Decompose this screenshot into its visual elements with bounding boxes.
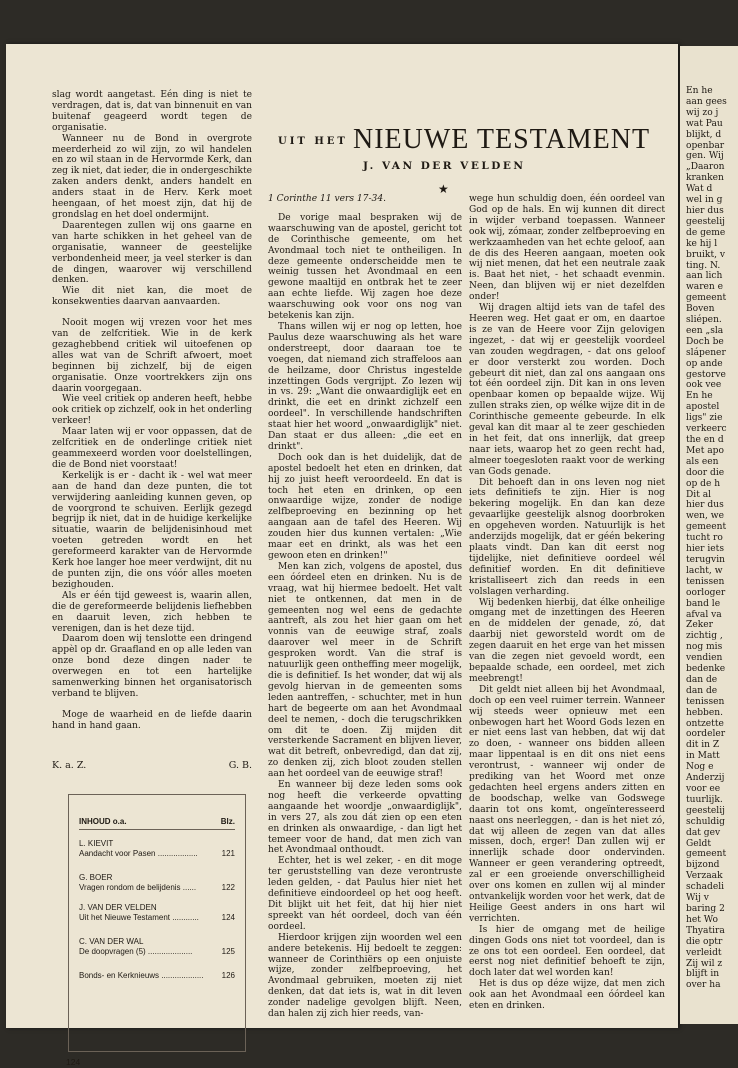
adjacent-page-line: nog mis [686,642,723,653]
signature-line [52,760,252,771]
adjacent-page-line: in Matt [686,751,720,762]
adjacent-page-line: Verzaak [686,871,723,882]
adjacent-page-line: vendien [686,653,723,664]
paragraph: Men kan zich, volgens de apostel, dus een óórdeel eten en drinken. Nu is de vraag, wat hij hiermee bedoelt. Het valt niet te ontkennen, dat men in de gemeenten nog wel eens de gedachte aantreft, als zou het hier gaan om het vonnis van de eeuwige straf, zoals daarover wel meer in de Schrift gesproken wordt. Van die straf is natuurlijk geen ontheffing meer mogelijk, die is definitief. Is het wonder, dat wij als gevolg hiervan in de gemeenten soms leden aantreffen, - schuchter, met in hun hart de begeerte om aan het Avondmaal deel te nemen, - doch die terugschrikken om dit te doen. Zij mijden dit versterkende Sacrament en blijven liever, wat dit betreft, onbevredigd, dan dat zij, zo denken zij, zich bloot zouden stellen aan het oordeel van de eeuwige straf! [268,561,462,780]
adjacent-page-line: tenissen [686,576,725,587]
header-author: J. VAN DER VELDEN [363,160,526,172]
adjacent-page-line: hier dus [686,205,724,216]
adjacent-page-line: als een [686,456,719,467]
adjacent-page-line: voor ee [686,784,721,794]
adjacent-page-line: zichtig , [686,631,723,642]
paragraph: Wanneer nu de Bond in overgrote meerderheid zo wil zijn, zo wil handelen en zo wil staan in de Hervormde Kerk, dan zeg ik niet, dat ieder, die in ondergeschikte zaken anders denkt, anders handelt en anders staat in de Herv. Kerk moet heengaan, of het moest zijn, dat hij de grondslag en het doel ondermijnt. [52,133,252,220]
signature-right: G. B. [228,760,252,771]
adjacent-page-line: geestelij [686,805,725,816]
adjacent-page-line: Zij wil z [686,958,723,969]
paragraph: Is hier de omgang met de heilige dingen Gods ons niet tot voordeel, dan is ze ons tot een oordeel. Een oordeel, dat eerst nog niet definitief behoeft te zijn, doch later dat wel worden kan! [469,924,665,979]
adjacent-page-line: tucht ro [686,533,723,544]
toc-entry-page: 122 [221,882,235,892]
toc-entry-page: 126 [221,971,235,980]
adjacent-page-line: kranken [686,173,724,184]
paragraph: Nooit mogen wij vrezen voor het mes van de zelfcritiek. Wie in de kerk gezaghebbend critiek wil uitoefenen op alles wat van de Schrift afwoert, moet beginnen bij zichzelf, bij de eigen organisatie. Onze voortrekkers zijn ons daarin voorgegaan. [52,318,252,394]
paragraph: Moge de waarheid en de liefde daarin hand in hand gaan. [52,709,252,731]
signature-left: K. a. Z. [52,760,87,771]
adjacent-page-line: ligs" zie [686,413,723,424]
adjacent-page-line: dan de [686,674,718,685]
adjacent-page-line: aan lich [686,271,723,282]
adjacent-page-line: oorloger [686,587,726,598]
toc-entry-title: Vragen rondom de belijdenis ...... [79,882,197,892]
adjacent-page-line: Dit al [686,489,712,500]
adjacent-page-line: op de h [686,478,721,489]
header-title: NIEUWE TESTAMENT [353,124,651,155]
paragraph: Thans willen wij er nog op letten, hoe Paulus deze waarschuwing als het ware onderstreept, door daaraan toe te voegen, dat niemand zich straffeloos aan de heilzame, door Christus ingestelde inzettingen Gods vergrijpt. Zo lezen wij in vs. 29: „Want die onwaardiglijk eet en drinkt, die eet en drinkt zichzelf een oordeel". In verschillende handschriften staat hier het woord „onwaardiglijk" niet. Dan staat er dus alleen: „die eet en drinkt". [268,321,462,452]
adjacent-page-line: ook vee [686,380,722,391]
adjacent-page-line: een „sla [686,325,724,336]
adjacent-page-line: afval va [686,609,722,620]
paragraph: Echter, het is wel zeker, - en dit moge ter geruststelling van deze verontruste leden gelden, - dat Paulus hier niet het definitieve eindoordeel op het oog heeft. Dit blijkt uit het feit, dat hij hier niet spreekt van hét oordeel, doch van één oordeel. [268,856,462,932]
adjacent-page-line: tenissen [686,696,725,707]
paragraph: Wie veel critiek op anderen heeft, hebbe ook critiek op zichzelf, ook in het onderling verkeer! [52,394,252,427]
toc-heading-page-label: Blz. [220,817,235,826]
adjacent-page-line: bijzond [686,860,720,871]
adjacent-page-edge [680,46,738,1024]
adjacent-page-line: schadeli [686,882,725,893]
adjacent-page-line: Zeker [686,620,713,631]
star-ornament: ★ [438,182,449,196]
adjacent-page-line: hier dus [686,500,724,511]
adjacent-page-line: Anderzij [686,773,725,784]
adjacent-page-line: blijkt, d [686,129,722,140]
paragraph: De vorige maal bespraken wij de waarschuwing van de apostel, gericht tot de Corinthische gemeente, om het Avondmaal toch niet te ontheiligen. In deze gemeente onderscheidde men te weinig tussen het Avondmaal en een gewone maaltijd en ontbrak het te zeer aan echte liefde. Wij zagen hoe deze waarschuwing ook voor ons nog van betekenis kan zijn. [268,212,462,322]
toc-entry-title: Uit het Nieuwe Testament ............ [79,912,199,922]
toc-heading-label: INHOUD o.a. [79,817,127,826]
adjacent-page-line: waren e [686,282,724,293]
adjacent-page-line: over ha [686,980,721,991]
header-prefix: UIT HET [278,136,348,147]
toc-entry-author: C. VAN DER WAL [79,937,144,946]
adjacent-page-line: tuurlijk. [686,794,723,805]
adjacent-page-line: baring 2 [686,903,725,914]
adjacent-page-line: door die [686,467,725,478]
adjacent-page-line: dit in Z [686,740,720,751]
toc-entry[interactable] [79,971,235,981]
adjacent-page-line: gemeent [686,522,727,533]
adjacent-page-line: terugvin [686,554,725,565]
adjacent-page-line: bedenke [686,664,726,675]
page-number: 124 [66,1057,81,1067]
adjacent-page-line: geestelij [686,216,725,227]
column-right [469,194,665,1012]
paragraph: Wie dit niet kan, die moet de konsekwenties daarvan aanvaarden. [52,286,252,308]
adjacent-page-line: Doch be [686,336,724,347]
adjacent-page-line: Boven [686,304,715,315]
adjacent-page-line: Wij v [686,893,709,904]
paragraph: Wij bedenken hierbij, dat élke onheilige omgang met de inzettingen des Heeren en de middelen der genade, zó, dat daarbij niet geworsteld wordt om de zegen daaruit en het erge van het missen van die zegen niet gevoeld wordt, een bepaalde schade, een oordeel, met zich meebrengt! [469,597,665,684]
adjacent-page-line: gemeent [686,293,727,304]
paragraph: Als er één tijd geweest is, waarin allen, die de gereformeerde belijdenis liefhebben en daaruit leven, zich hebben te verenigen, dan is het deze tijd. [52,590,252,634]
toc-entry-page: 121 [221,848,235,858]
adjacent-page-line: wij zo j [686,107,719,118]
adjacent-page-line: schuldig [686,816,725,827]
paragraph: Het is dus op déze wijze, dat men zich ook aan het Avondmaal een óórdeel kan eten en drinken. [469,979,665,1012]
adjacent-page-line: wel in g [686,195,723,206]
paragraph: Dit geldt niet alleen bij het Avondmaal, doch op een veel ruimer terrein. Wanneer wij steeds weer opnieuw met een onbewogen hart het Woord Gods lezen en er niet eens last van hebben, dat wij dat zo doen, - wanneer ons bidden alleen maar lippentaal is en dit ons niet eens verontrust, - wanneer wij onder de prediking van het Woord met onze gedachten heel ergens anders zitten en de boodschap, welke van Godswege daarin tot ons komt, ongeïnteresseerd naast ons neerleggen, - dan is het niet zó, dat wij alleen de zegen van dat alles missen, doch, erger! Dan zullen wij er innerlijk schade door ondervinden. Wanneer er geen verandering optreedt, zal er een groeiende onverschilligheid over ons komen en zullen wij al minder ontvankelijk worden voor het werk, dat de Heilige Geest anders in ons hart wil verrichten. [469,684,665,924]
paragraph: Hierdoor krijgen zijn woorden wel een andere betekenis. Hij bedoelt te zeggen: wanneer de Corinthiërs op een onjuiste wijze, zonder zelfbeproeving, het Avondmaal gebruiken, moeten zij niet denken, dat dat iets is, wat in dit leven zonder nadelige gevolgen blijft. Neen, dan halen zij zich hier reeds, van- [268,932,462,1020]
toc-entry-author: G. BOER [79,873,113,882]
paragraph: En wanneer bij deze leden soms ook nog heeft die verkeerde opvatting aangaande het woordje „onwaardiglijk", in vers 27, als zou dát zien op een eten en drinken als onwaardige, - dan ligt het temeer voor de hand, dat men zich van het Avondmaal onthoudt. [268,780,462,856]
paragraph: Doch ook dan is het duidelijk, dat de apostel bedoelt het eten en drinken, dat hij zo juist heeft veroordeeld. En dat is toch het eten en drinken, op een onwaardige wijze, zonder de nodige zelfbeproeving en bezinning op het aangaan aan de tafel des Heeren. Wij zouden hier dus kunnen vertalen: „Wie maar eet en drinkt, als was het een gewoon eten en drinken!" [268,452,462,561]
paragraph: Wij dragen altijd iets van de tafel des Heeren weg. Het gaat er om, en daartoe is ze van de Heere voor Zijn gelovigen ingezet, - dat wij er geestelijk voordeel van zouden wegdragen, - dat ons geloof er door versterkt zou worden. Doch gebeurt dit niet, dan zal ons aangaan ons tot één oordeel zijn. Dit kan in ons leven openbaar komen op bepaalde wijze. Wij zullen straks zien, op wélke wijze dit in de Corinthische gemeente gebeurde. In elk geval kan dit maar al te zeer geschieden in het feit, dat ons innerlijk, dat greep naar iets, waarop het zo geen recht had, almeer toegesloten raakt voor de werking van Gods genade. [469,303,665,477]
adjacent-page-line: Wat d [686,184,713,195]
adjacent-page-line: „Daaron [686,162,725,173]
adjacent-page-line: gemeent [686,849,727,860]
adjacent-page-line: En he [686,391,713,402]
adjacent-page-line: de geme [686,227,726,238]
adjacent-page-line: band le [686,598,721,609]
adjacent-page-line: het Wo [686,914,718,925]
toc-entry-author: L. KIEVIT [79,839,114,848]
paragraph: Kerkelijk is er - dacht ik - wel wat meer aan de hand dan deze punten, die tot verwijdering aanleiding kunnen geven, op de voorgrond te schuiven. Eerlijk gezegd begrijp ik niet, dat in de huidige kerkelijke situatie, waarin de belijdenisinhoud met voeten getreden wordt en het gereformeerd karakter van de Hervormde Kerk hoe langer hoe meer verdwijnt, dit nu de punten zijn, die ons vóór alles moeten bezighouden. [52,470,252,590]
toc-entry-title: Bonds- en Kerknieuws ................... [79,971,204,980]
adjacent-page-line: Met apo [686,445,724,456]
column-left [52,90,252,732]
toc-entry[interactable] [79,903,235,922]
adjacent-page-line: dan de [686,685,718,696]
table-of-contents [68,794,246,1052]
adjacent-page-line: apostel [686,402,720,413]
adjacent-page-line: die optr [686,936,723,947]
paragraph: Dit behoeft dan in ons leven nog niet iets definitiefs te zijn. Hier is nog bekering mogelijk. En dan kan deze gevaarlijke geestelijk alsnog doorbroken en opgeheven worden. Natuurlijk is het anderzijds mogelijk, dat er géén bekering plaats vindt. Dan kan dit eerst nog tijdelijke, niet definitieve oordeel wél definitief worden. En dit definitieve kristalliseert zich dan reeds in een volslagen verharding. [469,477,665,597]
adjacent-page-line: wen, we [686,511,724,522]
adjacent-page-line: ting. N. [686,260,721,271]
adjacent-page-line: verkeerc [686,424,727,435]
paragraph: slag wordt aangetast. Eén ding is niet te verdragen, dat is, dat van binnenuit en van buitenaf geageerd wordt tegen de organisatie. [52,90,252,133]
toc-entry[interactable] [79,937,235,956]
adjacent-page-line: ontzette [686,718,724,729]
toc-entry-title: De doopvragen (5) .................... [79,946,193,956]
adjacent-page-line: blijft in [686,969,720,980]
adjacent-page-line: bruikt, v [686,249,726,260]
paragraph: Daarentegen zullen wij ons gaarne en van harte schikken in het geheel van de organisatie, wanneer de geestelijke verbondenheid meer, ja veel sterker is dan de dingen, waarover wij verschillend denken. [52,220,252,286]
paragraph: wege hun schuldig doen, één oordeel van God op de hals. En wij kunnen dit direct in wijder verband toepassen. Wanneer ook wij, zómaar, zonder zelfbeproeving en werkzaamheden van het echte geloof, aan de dis des Heeren aangaan, moeten ook wij niet menen, dat het een neutrale zaak is. Baat het niet, - het schaadt evenmin. Neen, dan blijven wij er niet dezelfden onder! [469,194,665,303]
adjacent-page-line: gen. Wij [686,151,724,162]
adjacent-page-line: the en d [686,435,724,445]
scripture-reference: 1 Corinthe 11 vers 17-34. [268,194,386,204]
adjacent-page-line: verleidt [686,947,722,958]
adjacent-page-line: wat Pau [686,118,723,129]
toc-entry-page: 124 [221,912,235,922]
toc-entry[interactable] [79,839,235,858]
column-middle [268,194,462,1020]
adjacent-page-line: Nog e [686,762,714,773]
toc-heading [79,817,235,826]
adjacent-page-line: aan gees [686,96,727,107]
adjacent-page-line: hebben. [686,707,724,718]
adjacent-page-line: lacht, w [686,565,723,576]
adjacent-page-line: dat gev [686,827,721,838]
toc-divider [79,829,235,830]
magazine-page [6,44,678,1067]
adjacent-page-text [686,86,738,991]
toc-entry-author: J. VAN DER VELDEN [79,903,157,912]
adjacent-page-line: Geldt [686,838,712,849]
adjacent-page-line: En he [686,86,713,96]
adjacent-page-line: sliépen. [686,315,722,326]
adjacent-page-line: op ande [686,358,723,369]
toc-entry-title: Aandacht voor Pasen .................. [79,848,198,858]
toc-entry[interactable] [79,873,235,892]
paragraph: Daarom doen wij tenslotte een dringend appèl op dr. Graafland en op alle leden van onze bond deze dingen nader te overwegen en tot een hartelijke samenwerking binnen het organisatorisch verband te blijven. [52,634,252,699]
adjacent-page-line: gestorve [686,369,726,380]
paragraph: Maar laten wij er voor oppassen, dat de zelfcritiek en de onderlinge critiek niet geammexeerd worden voor doelstellingen, die de Bond niet voorstaat! [52,427,252,470]
adjacent-page-line: ke hij l [686,238,718,249]
adjacent-page-line: Thyatira [686,925,725,936]
adjacent-page-line: slápener [686,347,726,358]
toc-entry-page: 125 [221,946,235,956]
adjacent-page-line: hier iets [686,544,724,555]
adjacent-page-line: oordeler [686,729,726,740]
adjacent-page-line: openbar [686,140,725,151]
